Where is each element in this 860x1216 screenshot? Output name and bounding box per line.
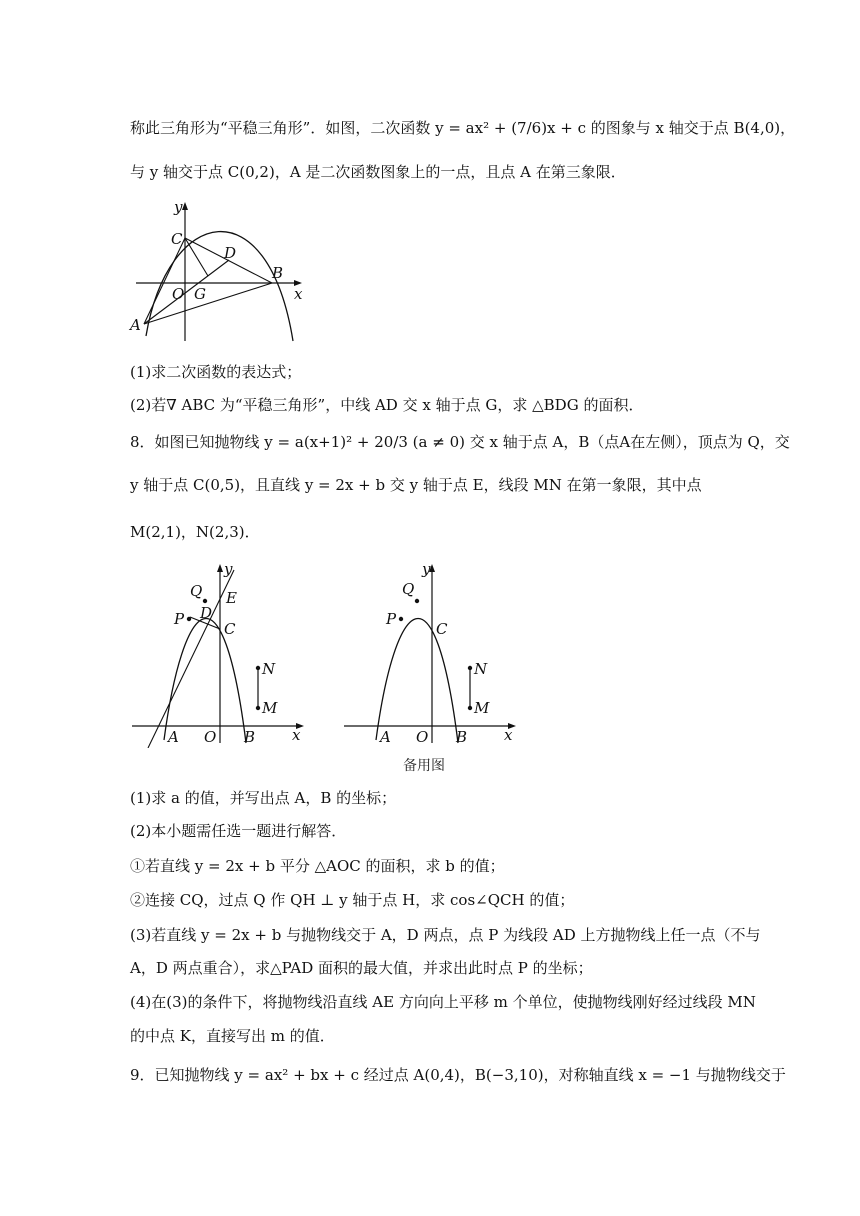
fig1-o-label: O: [172, 285, 185, 303]
fig2-e-label: E: [226, 589, 237, 607]
fig3-o-label: O: [416, 728, 429, 746]
fig2-p-label: P: [174, 610, 185, 628]
figure-2-parabola: [128, 558, 313, 748]
text-line-5: 8．如图已知抛物线 y = a(x+1)² + 20/3 (a ≠ 0) 交 x 轴于点 A，B（点A在左侧），顶点为 Q，交: [130, 433, 790, 451]
text-line-9: (2)本小题需任选一题进行解答．: [130, 822, 347, 840]
text-line-16: 9．已知抛物线 y = ax² + bx + c 经过点 A(0,4)，B(−3,10)，对称轴直线 x = −1 与抛物线交于: [130, 1066, 786, 1084]
fig3-q-label: Q: [402, 580, 415, 598]
fig1-a-label: A: [130, 316, 141, 334]
figure-1-parabola: [128, 196, 308, 346]
text-line-7: M(2,1)，N(2,3)．: [130, 523, 260, 541]
fig2-o-label: O: [204, 728, 217, 746]
text-line-11: ②连接 CQ，过点 Q 作 QH ⊥ y 轴于点 H，求 cos∠QCH 的值；: [130, 891, 575, 909]
text-line-3: (1)求二次函数的表达式；: [130, 363, 302, 381]
fig3-x-label: x: [504, 726, 513, 744]
text-line-15: 的中点 K，直接写出 m 的值．: [130, 1027, 335, 1045]
fig2-a-label: A: [168, 728, 179, 746]
fig3-n-label: N: [474, 660, 488, 678]
fig2-y-label: y: [224, 560, 233, 578]
parabola-curve: [146, 232, 293, 341]
text-line-14: (4)在(3)的条件下，将抛物线沿直线 AE 方向向上平移 m 个单位，使抛物线刚好经过线段 MN: [130, 993, 756, 1011]
fig3-m-label: M: [474, 699, 490, 717]
text-line-13: A，D 两点重合），求△PAD 面积的最大值，并求出此时点 P 的坐标；: [130, 959, 593, 977]
fig1-x-label: x: [294, 285, 303, 303]
fig1-d-label: D: [224, 244, 237, 262]
fig2-n-label: N: [262, 660, 276, 678]
text-line-4: (2)若∇ ABC 为“平稳三角形”，中线 AD 交 x 轴于点 G，求 △BDG 的面积．: [130, 396, 644, 414]
fig3-b-label: B: [456, 728, 468, 746]
text-line-12: (3)若直线 y = 2x + b 与抛物线交于 A，D 两点，点 P 为线段 AD 上方抛物线上任一点（不与: [130, 926, 761, 944]
fig2-c-label: C: [224, 620, 236, 638]
fig2-b-label: B: [244, 728, 256, 746]
text-line-2: 与 y 轴交于点 C(0,2)，A 是二次函数图象上的一点，且点 A 在第三象限．: [130, 163, 626, 181]
fig2-m-label: M: [262, 699, 278, 717]
fig1-b-label: B: [272, 264, 284, 282]
fig1-g-label: G: [194, 285, 206, 303]
text-line-10: ①若直线 y = 2x + b 平分 △AOC 的面积，求 b 的值；: [130, 857, 505, 875]
fig3-y-label: y: [422, 560, 431, 578]
text-line-1: 称此三角形为“平稳三角形”．如图，二次函数 y = ax² + (7/6)x + c 的图象与 x 轴交于点 B(4,0)，: [130, 119, 796, 137]
fig1-y-label: y: [174, 198, 183, 216]
fig3-p-label: P: [386, 610, 397, 628]
text-line-6: y 轴于点 C(0,5)，且直线 y = 2x + b 交 y 轴于点 E，线段 MN 在第一象限，其中点: [130, 476, 702, 494]
fig3-a-label: A: [380, 728, 391, 746]
fig2-x-label: x: [292, 726, 301, 744]
fig1-c-label: C: [171, 230, 183, 248]
fig2-q-label: Q: [190, 582, 203, 600]
figure-3-backup: [340, 558, 525, 780]
text-line-8: (1)求 a 的值，并写出点 A，B 的坐标；: [130, 789, 397, 807]
fig3-c-label: C: [436, 620, 448, 638]
fig3-caption: 备用图: [403, 758, 445, 774]
fig2-d-label: D: [200, 604, 213, 622]
